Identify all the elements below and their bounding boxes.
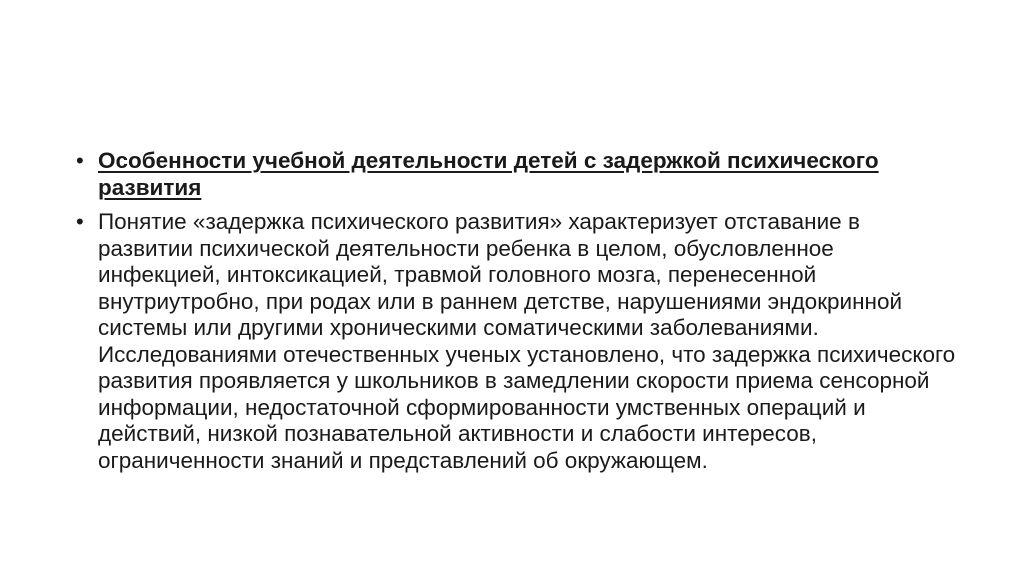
bullet-item-body: [76, 209, 956, 474]
bullet-list: [76, 148, 956, 482]
bullet-marker: •: [76, 209, 84, 234]
section-heading: Особенности учебной деятельности детей с задержкой психического развития: [98, 148, 879, 200]
bullet-marker: •: [76, 148, 84, 173]
bullet-item-heading: [76, 148, 956, 201]
body-paragraph: Понятие «задержка психического развития» характеризует отставание в развитии психической деятельности ребенка в целом, обусловленное инфекцией, интоксикацией, травмой головного мозга, перенесенной внутриутробно, при родах или в раннем детстве, нарушениями эндокринной системы или другими хроническими соматическими заболеваниями. Исследованиями отечественных ученых установлено, что задержка психического развития проявляется у школьников в замедлении скорости приема сенсорной информации, недостаточной сформированности умственных операций и действий, низкой познавательной активности и слабости интересов, ограниченности знаний и представлений об окружающем.: [98, 209, 956, 473]
